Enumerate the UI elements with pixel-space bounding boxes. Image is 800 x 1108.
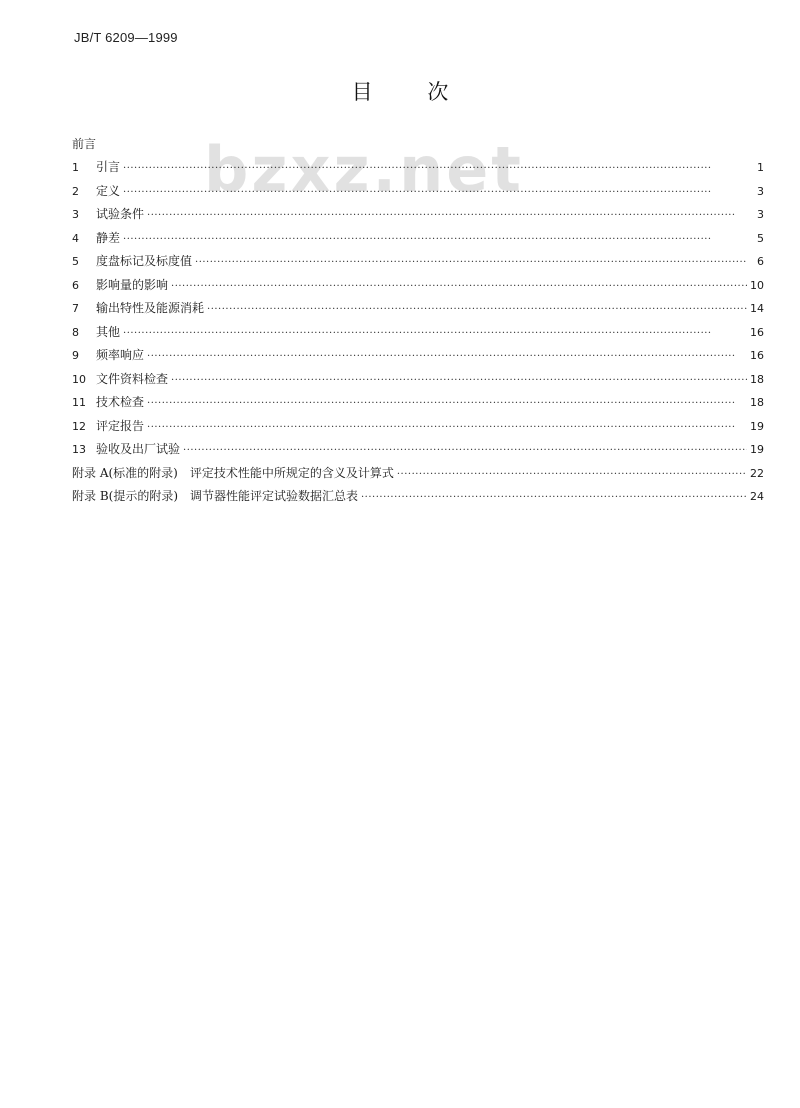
toc-entry-title: 验收及出厂试验: [96, 442, 181, 456]
toc-entry-page: 16: [750, 349, 764, 362]
toc-leader-dots: [123, 234, 747, 245]
toc-entry-number: 7: [72, 302, 79, 315]
toc-leader-dots: [123, 163, 747, 174]
toc-entry-number: 10: [72, 372, 86, 386]
standard-code: JB/T 6209—1999: [74, 30, 178, 45]
toc-entry-title: 定义: [96, 183, 121, 198]
toc-entry-number: 1: [72, 161, 79, 174]
toc-entry-12[interactable]: [72, 417, 764, 441]
toc-entry-title: 其他: [96, 324, 121, 339]
toc-entry-5[interactable]: [72, 252, 764, 276]
toc-entry-page: 1: [757, 161, 764, 174]
toc-entry-number: 9: [72, 349, 79, 362]
toc-entry-title: 附录 B(提示的附录) 调节器性能评定试验数据汇总表: [72, 489, 358, 503]
toc-entry-title: 引言: [96, 160, 121, 174]
toc-leader-dots: [207, 304, 747, 315]
watermark: bzxz.net: [204, 133, 524, 206]
toc-leader-dots: [147, 398, 747, 409]
toc-entry-number: 4: [72, 231, 79, 245]
toc-leader-dots: [147, 351, 747, 362]
toc-entry-8[interactable]: [72, 323, 764, 347]
toc-leader-dots: [397, 469, 747, 480]
toc-entry-number: 6: [72, 278, 79, 292]
toc-entry-appendix-b[interactable]: [72, 487, 764, 511]
toc-entry-title: 影响量的影响: [96, 277, 169, 292]
toc-entry-page: 10: [750, 278, 764, 292]
toc-entry-11[interactable]: [72, 393, 764, 417]
toc-entry-page: 5: [757, 231, 764, 245]
toc-entry-title: 文件资料检查: [96, 371, 169, 386]
toc-leader-dots: [183, 445, 747, 456]
toc-entry-title: 输出特性及能源消耗: [96, 301, 205, 315]
toc-entry-page: 19: [750, 419, 764, 433]
toc-leader-dots: [123, 328, 747, 339]
toc-entry-9[interactable]: [72, 346, 764, 370]
toc-entry-page: 6: [757, 255, 764, 268]
toc-entry-3[interactable]: [72, 205, 764, 229]
toc-entry-title: 评定报告: [96, 418, 145, 433]
toc-leader-dots: [171, 281, 747, 292]
toc-leader-dots: [123, 187, 747, 198]
page-title: [0, 76, 800, 106]
page-title-char-2: 次: [427, 80, 449, 104]
toc-leader-dots: [147, 422, 747, 433]
toc-entry-2[interactable]: [72, 182, 764, 206]
page-title-char-1: 目: [351, 80, 373, 104]
toc-entry-number: 2: [72, 184, 79, 198]
toc-entry-title: 静差: [96, 230, 121, 245]
toc-entry-13[interactable]: [72, 440, 764, 464]
toc-entry-title: 频率响应: [96, 348, 145, 362]
toc-entry-number: 13: [72, 443, 86, 456]
toc-entry-title: 试验条件: [96, 207, 145, 221]
toc-entry-1[interactable]: [72, 158, 764, 182]
toc-entry-page: 22: [750, 466, 764, 480]
toc-entry-page: 18: [750, 396, 764, 409]
table-of-contents: [72, 136, 764, 511]
toc-entry-title: 技术检查: [96, 395, 145, 409]
toc-entry-page: 18: [750, 372, 764, 386]
toc-entry-page: 3: [757, 208, 764, 221]
toc-entry-page: 3: [757, 184, 764, 198]
toc-entry-title: 附录 A(标准的附录) 评定技术性能中所规定的含义及计算式: [72, 465, 394, 480]
toc-entry-page: 19: [750, 443, 764, 456]
toc-entry-6[interactable]: [72, 276, 764, 300]
toc-leader-dots: [361, 492, 747, 503]
toc-preface[interactable]: 前言: [72, 137, 97, 151]
toc-leader-dots: [171, 375, 747, 386]
toc-entry-10[interactable]: [72, 370, 764, 394]
toc-entry-title: 度盘标记及标度值: [96, 254, 193, 268]
toc-entry-appendix-a[interactable]: [72, 464, 764, 488]
toc-entry-number: 5: [72, 255, 79, 268]
toc-entry-number: 12: [72, 419, 86, 433]
toc-leader-dots: [195, 257, 747, 268]
toc-entry-page: 16: [750, 325, 764, 339]
toc-entry-7[interactable]: [72, 299, 764, 323]
toc-entry-page: 14: [750, 302, 764, 315]
toc-entry-number: 11: [72, 396, 86, 409]
toc-entry-number: 8: [72, 325, 79, 339]
toc-entry-4[interactable]: [72, 229, 764, 253]
toc-leader-dots: [147, 210, 747, 221]
toc-entry-page: 24: [750, 490, 764, 503]
toc-entry-number: 3: [72, 208, 79, 221]
